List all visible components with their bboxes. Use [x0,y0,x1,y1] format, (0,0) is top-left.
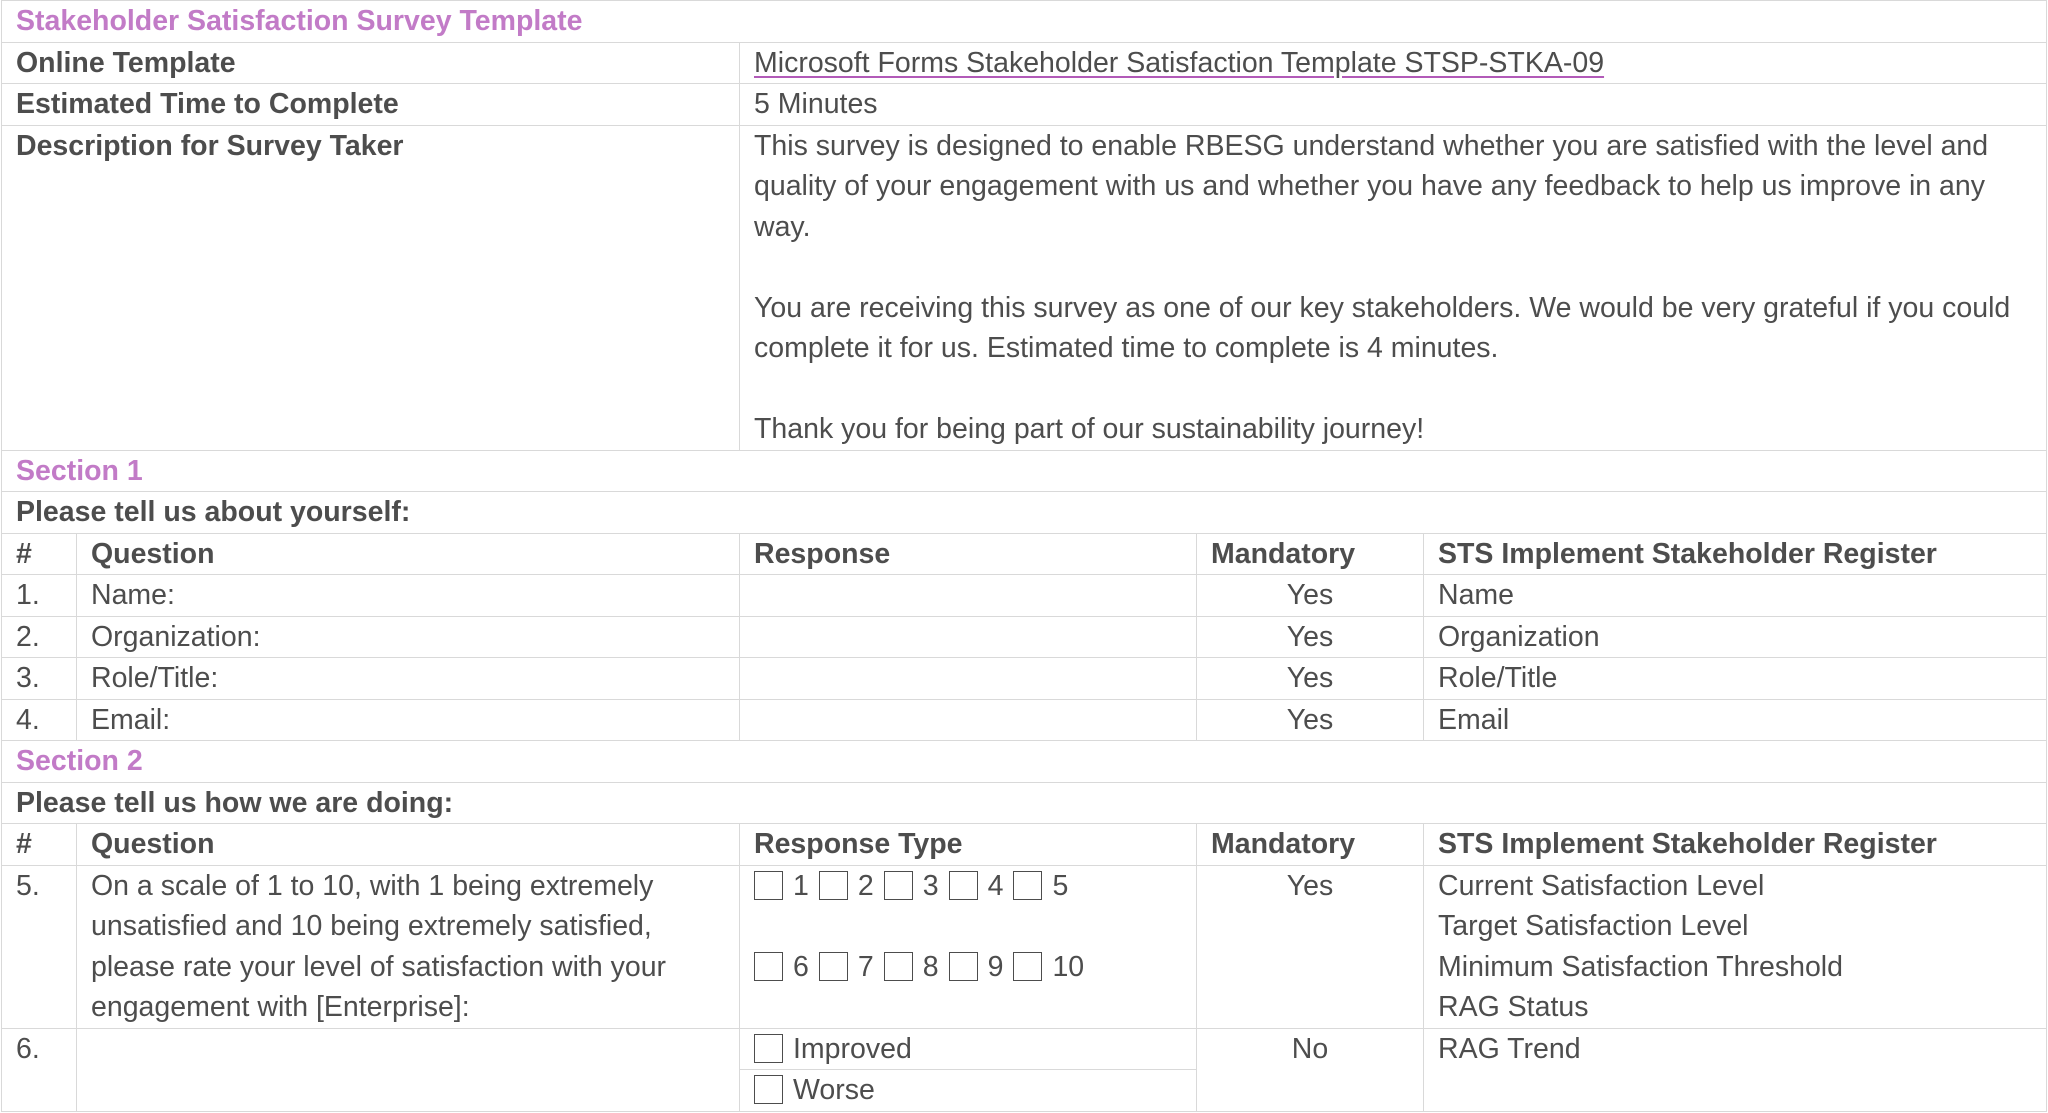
description-paragraph-3: Thank you for being part of our sustainability journey! [754,413,1425,445]
page-title: Stakeholder Satisfaction Survey Template [2,1,2047,43]
rating-checkbox-10[interactable] [1013,952,1042,981]
survey-table [1,0,2047,1112]
rating-scale-row-1 [754,866,1182,907]
response-cell[interactable] [740,616,1197,658]
response-cell[interactable] [740,699,1197,741]
question-6-text [77,1028,740,1111]
row-question: Role/Title: [77,658,740,700]
row-number: 1. [2,575,77,617]
row-question: Organization: [77,616,740,658]
online-template-row [2,42,2047,84]
description-cell [740,125,2047,450]
section2-heading-row [2,741,2047,783]
rating-label-10: 10 [1052,950,1085,983]
row-register: Name [1424,575,2047,617]
response-cell[interactable] [740,658,1197,700]
time-row [2,84,2047,126]
description-label: Description for Survey Taker [2,125,740,450]
rating-checkbox-9[interactable] [949,952,978,981]
section1-prompt-row [2,492,2047,534]
question-6-row-a [2,1028,2047,1070]
row-question: Email: [77,699,740,741]
rating-checkbox-8[interactable] [884,952,913,981]
row-number: 5. [2,865,77,1028]
table-row [2,616,2047,658]
table-row [2,575,2047,617]
option-worse[interactable] [740,1070,1197,1112]
section1-heading: Section 1 [2,450,2047,492]
response-cell[interactable] [740,575,1197,617]
worse-label: Worse [793,1074,875,1106]
row-mandatory: Yes [1197,699,1424,741]
description-paragraph-1: This survey is designed to enable RBESG understand whether you are satisfied with the level and quality of your engagement with us and whether you have any feedback to help us improve in any way. [754,129,1989,243]
question-5-row [2,865,2047,1028]
row-mandatory: Yes [1197,658,1424,700]
rating-scale [740,865,1197,1028]
row-mandatory: Yes [1197,865,1424,1028]
header-response: Response [740,533,1197,575]
table-row [2,699,2047,741]
row-mandatory: No [1197,1028,1424,1111]
row-register: Role/Title [1424,658,2047,700]
row-number: 4. [2,699,77,741]
row-number: 3. [2,658,77,700]
rating-label-1: 1 [793,869,809,902]
row-mandatory: Yes [1197,616,1424,658]
row-register: RAG Trend [1424,1028,2047,1111]
header-response-type: Response Type [740,824,1197,866]
option-improved[interactable] [740,1028,1197,1070]
improved-checkbox[interactable] [754,1034,783,1063]
rating-checkbox-2[interactable] [819,871,848,900]
row-mandatory: Yes [1197,575,1424,617]
rating-checkbox-4[interactable] [949,871,978,900]
section2-header-row [2,824,2047,866]
description-paragraph-2: You are receiving this survey as one of our key stakeholders. We would be very grateful if you could complete it for us. Estimated time to complete is 4 minutes. [754,291,2011,364]
register-item: RAG Status [1438,991,1589,1023]
rating-checkbox-6[interactable] [754,952,783,981]
rating-label-5: 5 [1052,869,1069,902]
online-template-link[interactable]: Microsoft Forms Stakeholder Satisfaction Template STSP-STKA-09 [754,46,1605,79]
row-question: Name: [77,575,740,617]
rating-label-3: 3 [922,869,939,902]
rating-label-9: 9 [987,950,1004,983]
section1-prompt: Please tell us about yourself: [2,492,2047,534]
online-template-label: Online Template [2,42,740,84]
register-item: Target Satisfaction Level [1438,910,1749,942]
table-row [2,658,2047,700]
improved-label: Improved [793,1032,912,1065]
description-row [2,125,2047,450]
section2-prompt-row [2,782,2047,824]
rating-label-4: 4 [987,869,1004,902]
header-question: Question [77,824,740,866]
rating-label-7: 7 [857,950,874,983]
header-number: # [2,824,77,866]
row-number: 6. [2,1028,77,1111]
rating-label-2: 2 [857,869,874,902]
section2-prompt: Please tell us how we are doing: [2,782,2047,824]
time-value: 5 Minutes [740,84,2047,126]
row-number: 2. [2,616,77,658]
time-label: Estimated Time to Complete [2,84,740,126]
row-register: Email [1424,699,2047,741]
rating-checkbox-7[interactable] [819,952,848,981]
row-register: Organization [1424,616,2047,658]
header-question: Question [77,533,740,575]
question-5-text: On a scale of 1 to 10, with 1 being extremely unsatisfied and 10 being extremely satisfied, please rate your level of satisfaction with your engagement with [Enterprise]: [77,865,740,1028]
section1-heading-row [2,450,2047,492]
rating-checkbox-5[interactable] [1013,871,1042,900]
worse-checkbox[interactable] [754,1075,783,1104]
rating-label-6: 6 [793,950,809,983]
header-register: STS Implement Stakeholder Register [1424,533,2047,575]
section1-header-row [2,533,2047,575]
rating-checkbox-3[interactable] [884,871,913,900]
register-item: Current Satisfaction Level [1438,869,1765,902]
register-item: Minimum Satisfaction Threshold [1438,950,1843,983]
header-mandatory: Mandatory [1197,533,1424,575]
rating-checkbox-1[interactable] [754,871,783,900]
title-row [2,1,2047,43]
header-register: STS Implement Stakeholder Register [1424,824,2047,866]
header-number: # [2,533,77,575]
rating-label-8: 8 [922,950,939,983]
rating-scale-row-2 [754,947,1182,988]
header-mandatory: Mandatory [1197,824,1424,866]
section2-heading: Section 2 [2,741,2047,783]
register-list [1424,865,2047,1028]
